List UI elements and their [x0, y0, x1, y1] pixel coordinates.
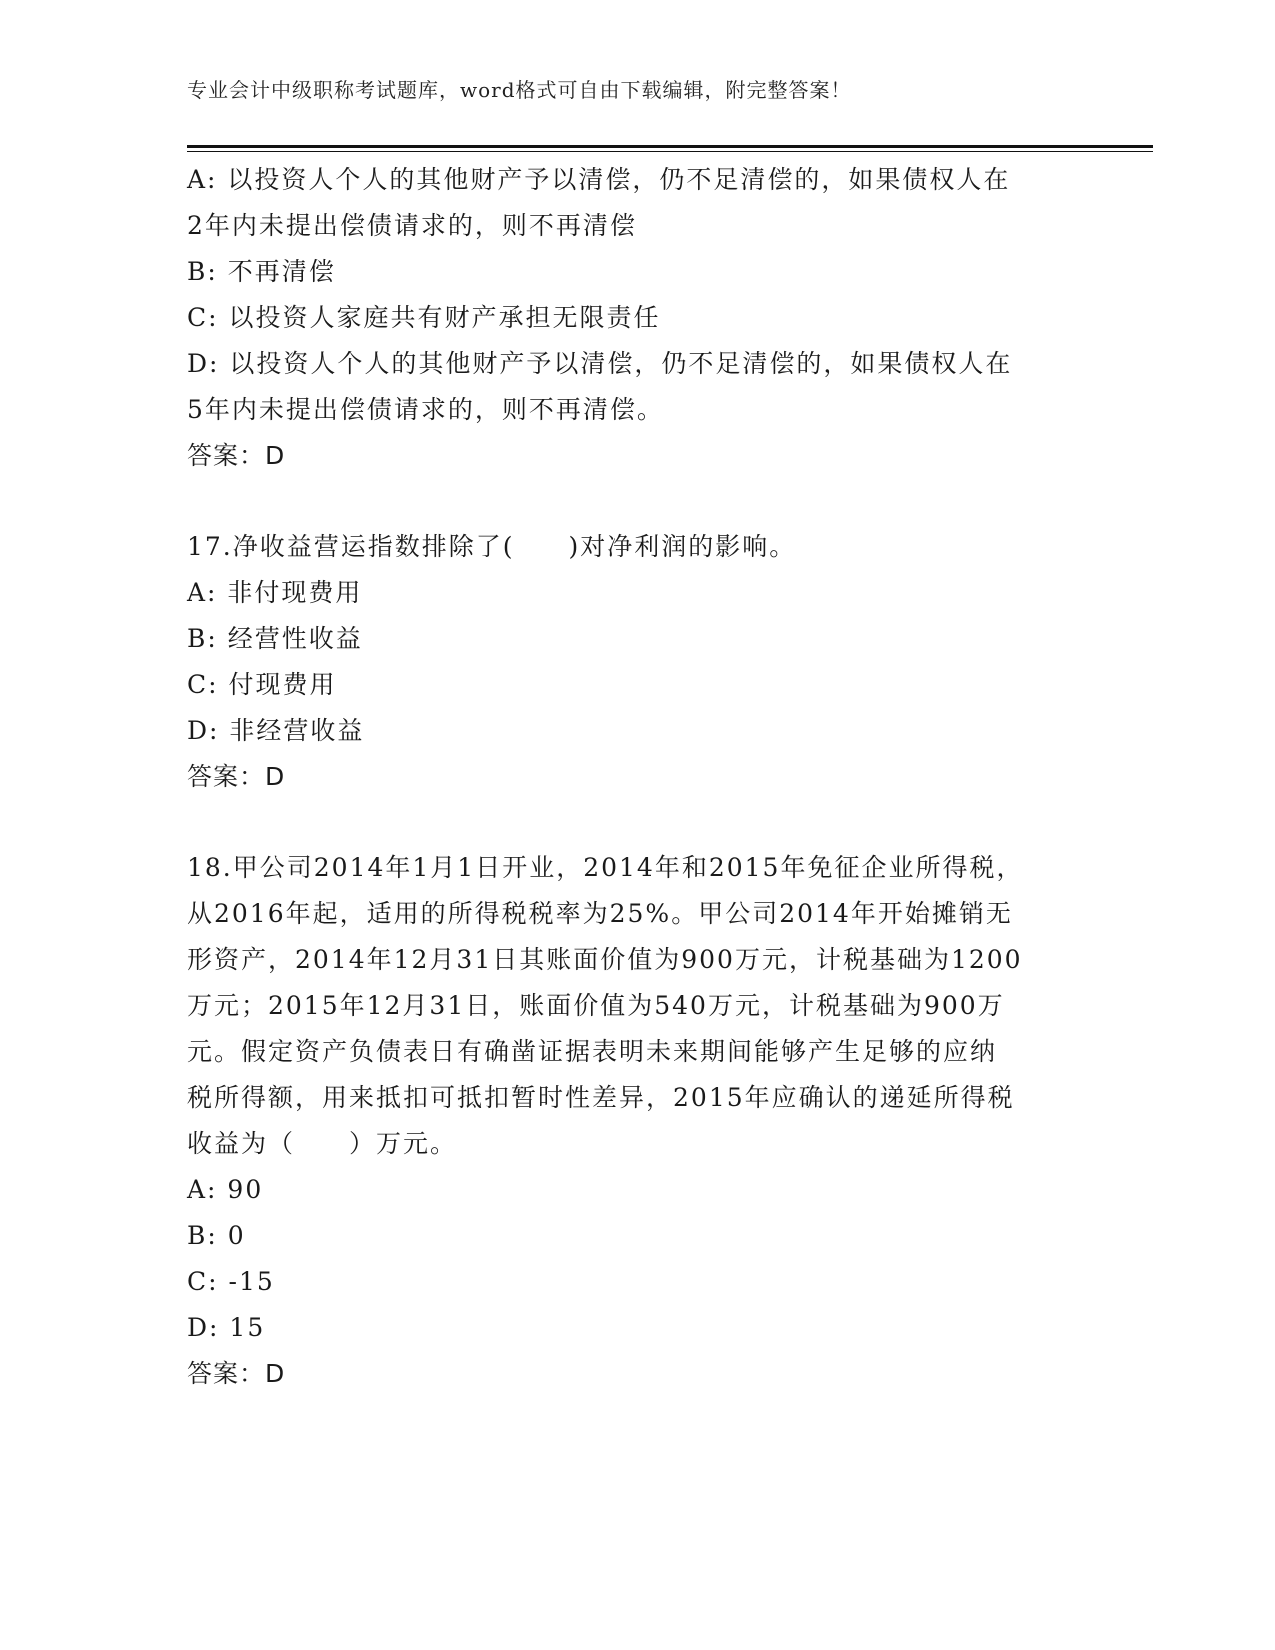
question-stem-line: 万元；2015年12月31日，账面价值为540万元，计税基础为900万: [187, 991, 1005, 1020]
option-d: D: 非经营收益: [187, 716, 365, 745]
option-d: D: 15: [187, 1313, 266, 1342]
answer: 答案：D: [187, 1359, 286, 1388]
question-stem-line: 收益为（ ）万元。: [187, 1129, 458, 1158]
question-stem-line: 从2016年起，适用的所得税税率为25%。甲公司2014年开始摊销无: [187, 899, 1013, 928]
spacer: [187, 479, 1087, 524]
option-d-continued: 5年内未提出偿债请求的，则不再清偿。: [187, 395, 664, 424]
answer: 答案：D: [187, 441, 286, 470]
question-stem-line: 形资产，2014年12月31日其账面价值为900万元，计税基础为1200: [187, 945, 1023, 974]
option-b: B: 经营性收益: [187, 624, 363, 653]
question-16-options: [187, 157, 1087, 479]
answer: 答案：D: [187, 762, 286, 791]
option-a: A: 90: [187, 1175, 264, 1204]
question-stem-line: 税所得额，用来抵扣可抵扣暂时性差异，2015年应确认的递延所得税: [187, 1083, 1015, 1112]
question-stem: 17.净收益营运指数排除了( )对净利润的影响。: [187, 532, 797, 561]
option-b: B: 0: [187, 1221, 246, 1250]
option-c: C: -15: [187, 1267, 275, 1296]
page-header: 专业会计中级职称考试题库，word格式可自由下载编辑，附完整答案！: [187, 78, 852, 102]
option-a: A: 非付现费用: [187, 578, 363, 607]
question-17: [187, 524, 1087, 800]
question-stem-line: 元。假定资产负债表日有确凿证据表明未来期间能够产生足够的应纳: [187, 1037, 998, 1066]
document-body: [187, 157, 1087, 1397]
header-rule-thick: [187, 145, 1153, 148]
option-a-continued: 2年内未提出偿债请求的，则不再清偿: [187, 211, 637, 240]
option-c: C: 付现费用: [187, 670, 337, 699]
option-d: D: 以投资人个人的其他财产予以清偿，仍不足清偿的，如果债权人在: [187, 349, 1013, 378]
question-18: [187, 845, 1087, 1397]
option-c: C: 以投资人家庭共有财产承担无限责任: [187, 303, 661, 332]
header-rule-thin: [187, 151, 1153, 152]
option-a: A: 以投资人个人的其他财产予以清偿，仍不足清偿的，如果债权人在: [187, 165, 1011, 194]
question-stem-line: 18.甲公司2014年1月1日开业，2014年和2015年免征企业所得税，: [187, 853, 1024, 882]
option-b: B: 不再清偿: [187, 257, 336, 286]
spacer: [187, 800, 1087, 845]
